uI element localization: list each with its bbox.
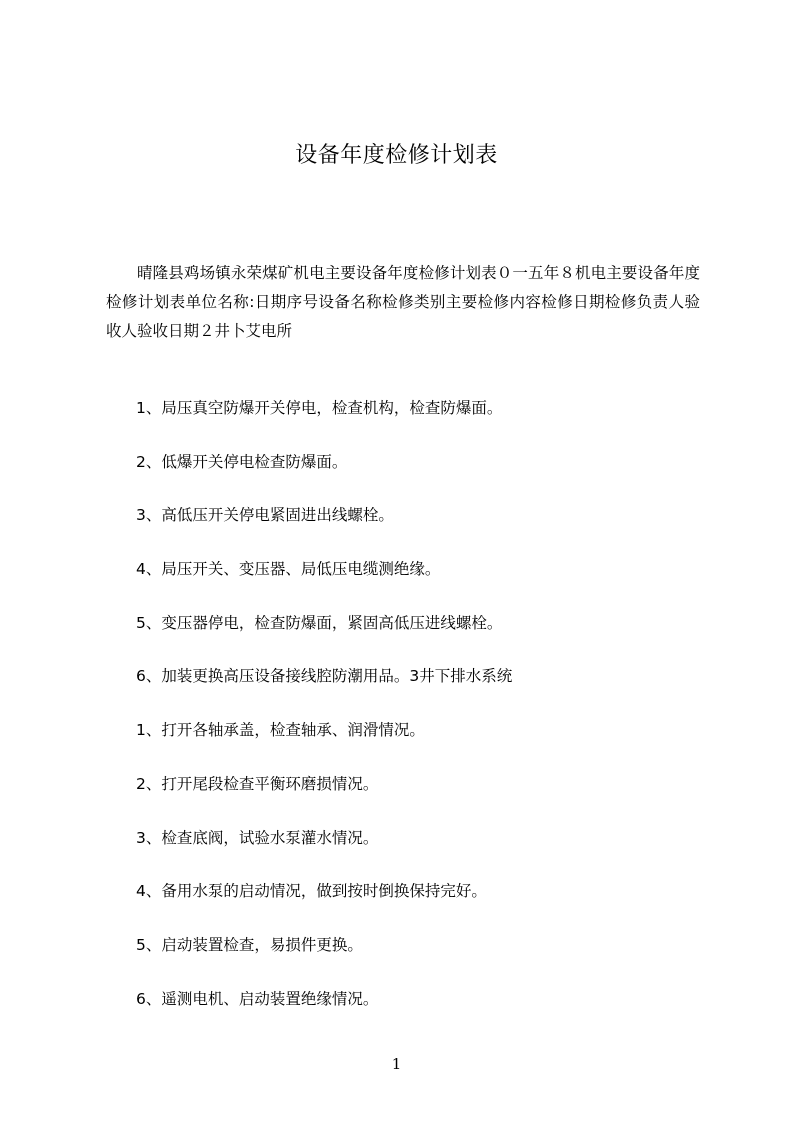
- list-item: 4、备用水泵的启动情况，做到按时倒换保持完好。: [136, 882, 487, 901]
- list-item: 3、高低压开关停电紧固进出线螺栓。: [136, 506, 394, 525]
- page-number: 1: [391, 1055, 402, 1073]
- maintenance-item-list: [136, 393, 736, 1037]
- list-item: 6、遥测电机、启动装置绝缘情况。: [136, 989, 379, 1008]
- list-item: 4、局压开关、变压器、局低压电缆测绝缘。: [136, 560, 441, 579]
- list-item: 1、打开各轴承盖，检查轴承、润滑情况。: [136, 721, 425, 740]
- list-item: 1、局压真空防爆开关停电，检查机构，检查防爆面。: [136, 399, 503, 417]
- intro-paragraph: 晴隆县鸡场镇永荣煤矿机电主要设备年度检修计划表０一五年８机电主要设备年度检修计划表单位名称:日期序号设备名称检修类别主要检修内容检修日期检修负责人验收人验收日期２井卜艾电所: [106, 264, 700, 340]
- list-item: 2、低爆开关停电检查防爆面。: [136, 452, 348, 471]
- page-title: 设备年度检修计划表: [295, 143, 498, 168]
- list-item: 3、检查底阀，试验水泵灌水情况。: [136, 828, 379, 847]
- list-item: 2、打开尾段检查平衡环磨损情况。: [136, 774, 379, 793]
- list-item: 5、变压器停电，检查防爆面，紧固高低压进线螺栓。: [136, 613, 503, 632]
- list-item: 6、加装更换高压设备接线腔防潮用品。3井下排水系统: [136, 667, 513, 686]
- list-item: 5、启动装置检查，易损件更换。: [136, 935, 363, 954]
